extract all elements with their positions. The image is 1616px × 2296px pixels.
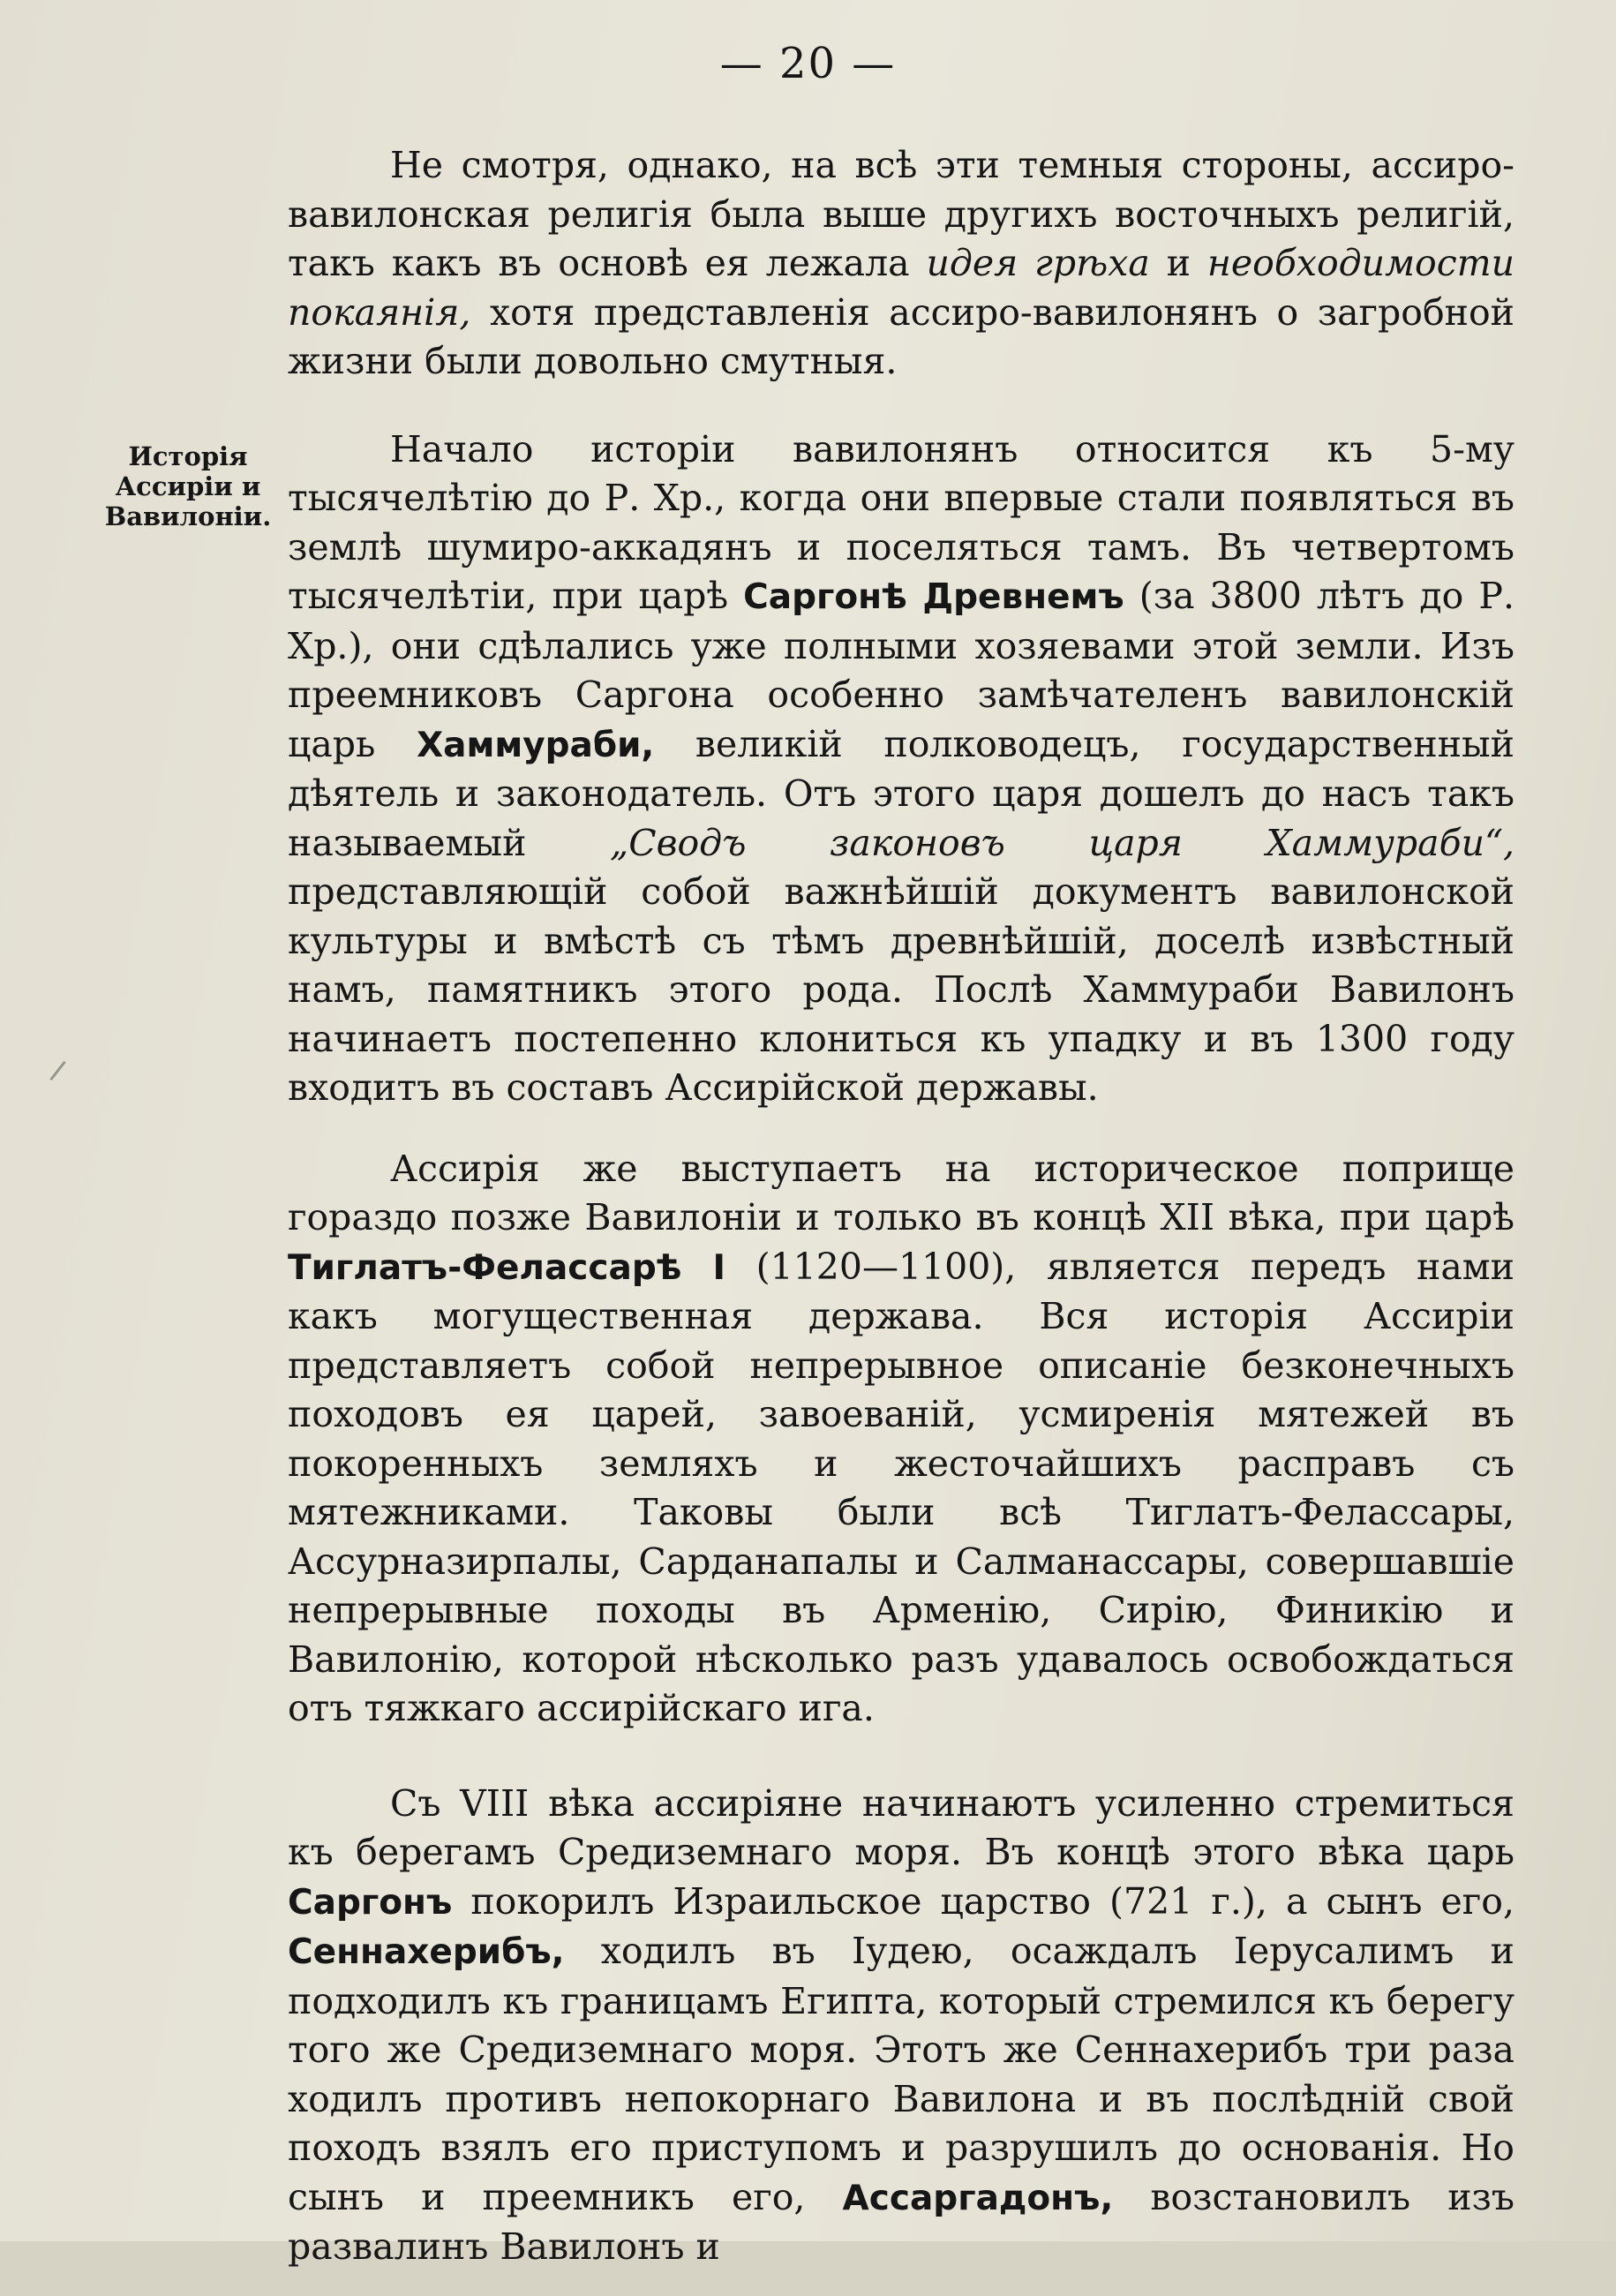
bold-name: Хаммураби, (417, 725, 655, 765)
bold-name: Тиглатъ-Фелассарѣ I (288, 1247, 726, 1288)
margin-note (95, 441, 281, 531)
bold-name: Саргонъ (288, 1882, 453, 1923)
italic-phrase: идея грѣха (926, 242, 1150, 284)
bold-name: Ассаргадонъ, (842, 2178, 1114, 2218)
paragraph-3: Ассирія же выступаетъ на историческое поприще гораздо позже Вавилоніи и только въ концѣ XII вѣка, при царѣ Тиглатъ-Фелассарѣ I (1120—1100), является передъ нами какъ могущественная держава. Вся исторія Ассиріи представляетъ собой непрерывное описаніе безконечныхъ походовъ ея царей, завоеваній, усмиренія мятежей въ покоренныхъ земляхъ и жесточайшихъ расправъ съ мятежниками. Таковы были всѣ Тиглатъ-Фелассары, Ассурназирпалы, Сарданапалы и Салманассары, совершавшіе непрерывные походы въ Арменію, Сирію, Финикію и Вавилонію, которой нѣсколько разъ удавалось освобождаться отъ тяжкаго ассирійскаго ига. (288, 1147, 1515, 1729)
bold-name: Саргонѣ Древнемъ (743, 577, 1124, 617)
body-text (288, 141, 1515, 2296)
paragraph-4: Съ VIII вѣка ассиріяне начинаютъ усиленно стремиться къ берегамъ Средиземнаго моря. Въ концѣ этого вѣка царь Саргонъ покорилъ Израильское царство (721 г.), а сынъ его, Сеннахерибъ, ходилъ въ Іудею, осаждалъ Іерусалимъ и подходилъ къ границамъ Египта, который стремился къ берегу того же Средиземнаго моря. Этотъ же Сеннахерибъ три раза ходилъ противъ непокорнаго Вавилона и въ послѣдній свой походъ взялъ его приступомъ и разрушилъ до основанія. Но сынъ и преемникъ его, Ассаргадонъ, возстановилъ изъ развалинъ Вавилонъ и (288, 1781, 1515, 2268)
italic-title: „Сводъ законовъ царя Хаммураби“, (609, 821, 1515, 864)
paragraph-2: Начало исторіи вавилонянъ относится къ 5-му тысячелѣтію до Р. Хр., когда они впервые стали появляться въ землѣ шумиро-аккадянъ и поселяться тамъ. Въ четвертомъ тысячелѣтіи, при царѣ Саргонѣ Древнемъ (за 3800 лѣтъ до Р. Хр.), они сдѣлались уже полными хозяевами этой земли. Изъ преемниковъ Саргона особенно замѣчателенъ вавилонскій царь Хаммураби, великій полководецъ, государственный дѣятель и законодатель. Отъ этого царя дошелъ до насъ такъ называемый „Сводъ законовъ царя Хаммураби“, представляющій собой важнѣйшій документъ вавилонской культуры и вмѣстѣ съ тѣмъ древнѣйшій, доселѣ извѣстный намъ, памятникъ этого рода. Послѣ Хаммураби Вавилонъ начинаетъ постепенно клониться къ упадку и въ 1300 году входитъ въ составъ Ассирійской державы. (288, 427, 1515, 1109)
margin-note-line: Вавилоніи. (104, 501, 272, 531)
paragraph-1: Не смотря, однако, на всѣ эти темныя стороны, ассиро-вавилонская религія была выше другихъ восточныхъ религій, такъ какъ въ основѣ ея лежала идея грѣха и необходимости покаянія, хотя представленія ассиро-вавилонянъ о загробной жизни были довольно смутныя. (288, 144, 1515, 382)
italic-phrase: необходимости покаянія, (288, 242, 1515, 334)
margin-note-line: Исторія (128, 441, 248, 471)
page-number: — 20 — (719, 39, 897, 88)
pencil-mark (49, 1061, 65, 1080)
bold-name: Сеннахерибъ, (288, 1932, 565, 1972)
margin-note-line: Ассиріи и (115, 471, 261, 501)
